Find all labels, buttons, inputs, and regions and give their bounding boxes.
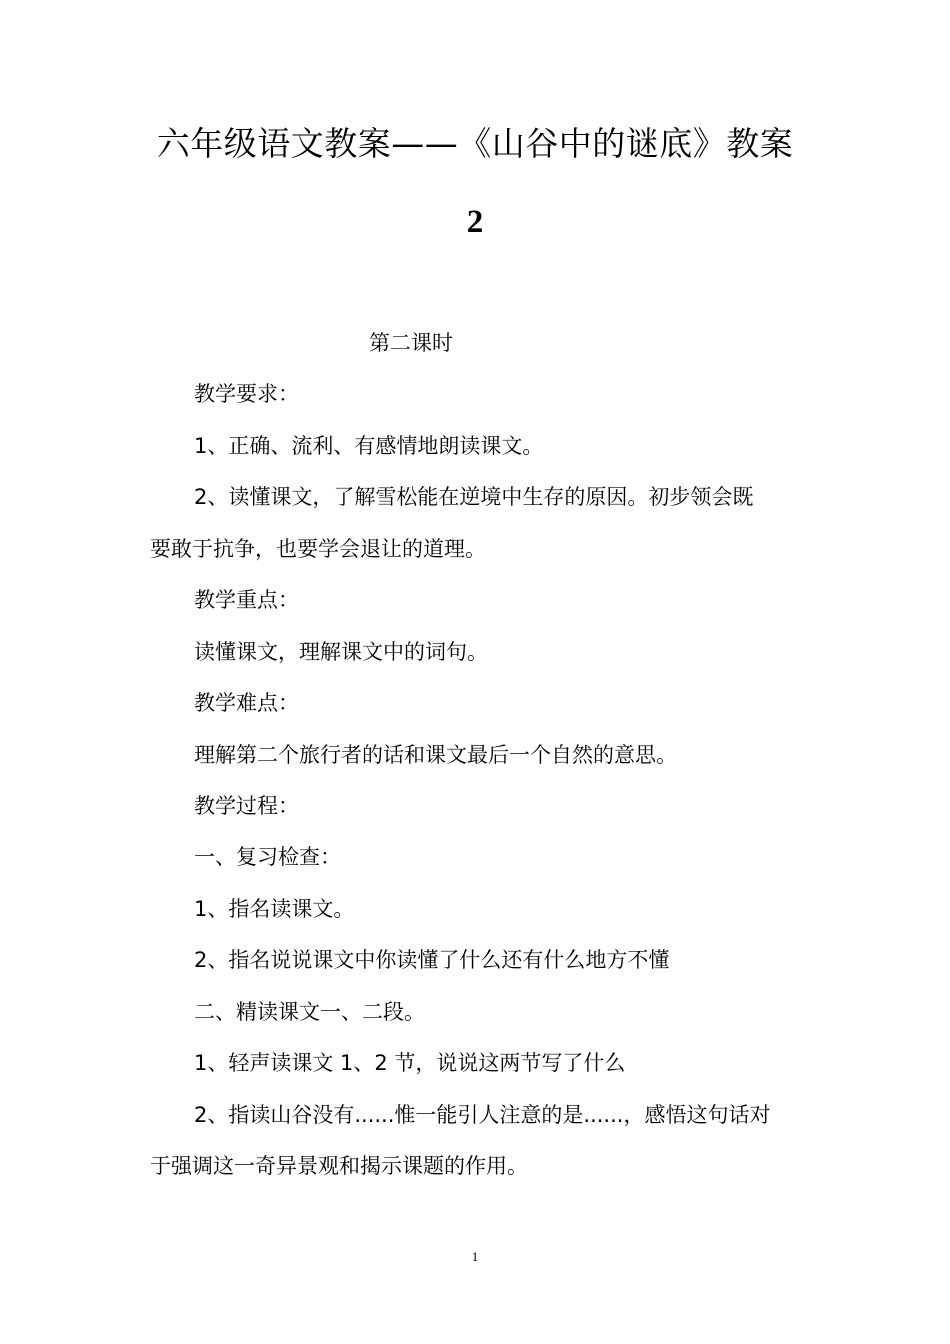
document-title-continued: 2 bbox=[466, 204, 484, 240]
page-number: 1 bbox=[471, 1249, 479, 1264]
paragraph: 2、指读山谷没有......惟一能引人注意的是......，感悟这句话对 bbox=[194, 1103, 771, 1127]
paragraph: 2、指名说说课文中你读懂了什么还有什么地方不懂 bbox=[194, 948, 670, 972]
paragraph: 1、指名读课文。 bbox=[194, 897, 355, 921]
paragraph: 教学难点： bbox=[194, 691, 299, 715]
paragraph-continued: 要敢于抗争，也要学会退让的道理。 bbox=[150, 537, 486, 561]
paragraph-continued: 于强调这一奇异景观和揭示课题的作用。 bbox=[150, 1154, 528, 1178]
paragraph: 二、精读课文一、二段。 bbox=[194, 1000, 425, 1024]
paragraph: 教学要求： bbox=[194, 382, 299, 406]
paragraph: 教学过程： bbox=[194, 794, 299, 818]
paragraph: 一、复习检查： bbox=[194, 845, 341, 869]
paragraph: 读懂课文，理解课文中的词句。 bbox=[194, 640, 488, 664]
paragraph: 理解第二个旅行者的话和课文最后一个自然的意思。 bbox=[194, 743, 677, 767]
paragraph: 2、读懂课文，了解雪松能在逆境中生存的原因。初步领会既 bbox=[194, 485, 754, 509]
lesson-period-heading: 第二课时 bbox=[369, 331, 453, 355]
document-title: 六年级语文教案——《山谷中的谜底》教案 bbox=[156, 124, 794, 163]
paragraph: 教学重点： bbox=[194, 588, 299, 612]
paragraph: 1、正确、流利、有感情地朗读课文。 bbox=[194, 434, 544, 458]
paragraph: 1、轻声读课文 1、2 节，说说这两节写了什么 bbox=[194, 1051, 626, 1075]
